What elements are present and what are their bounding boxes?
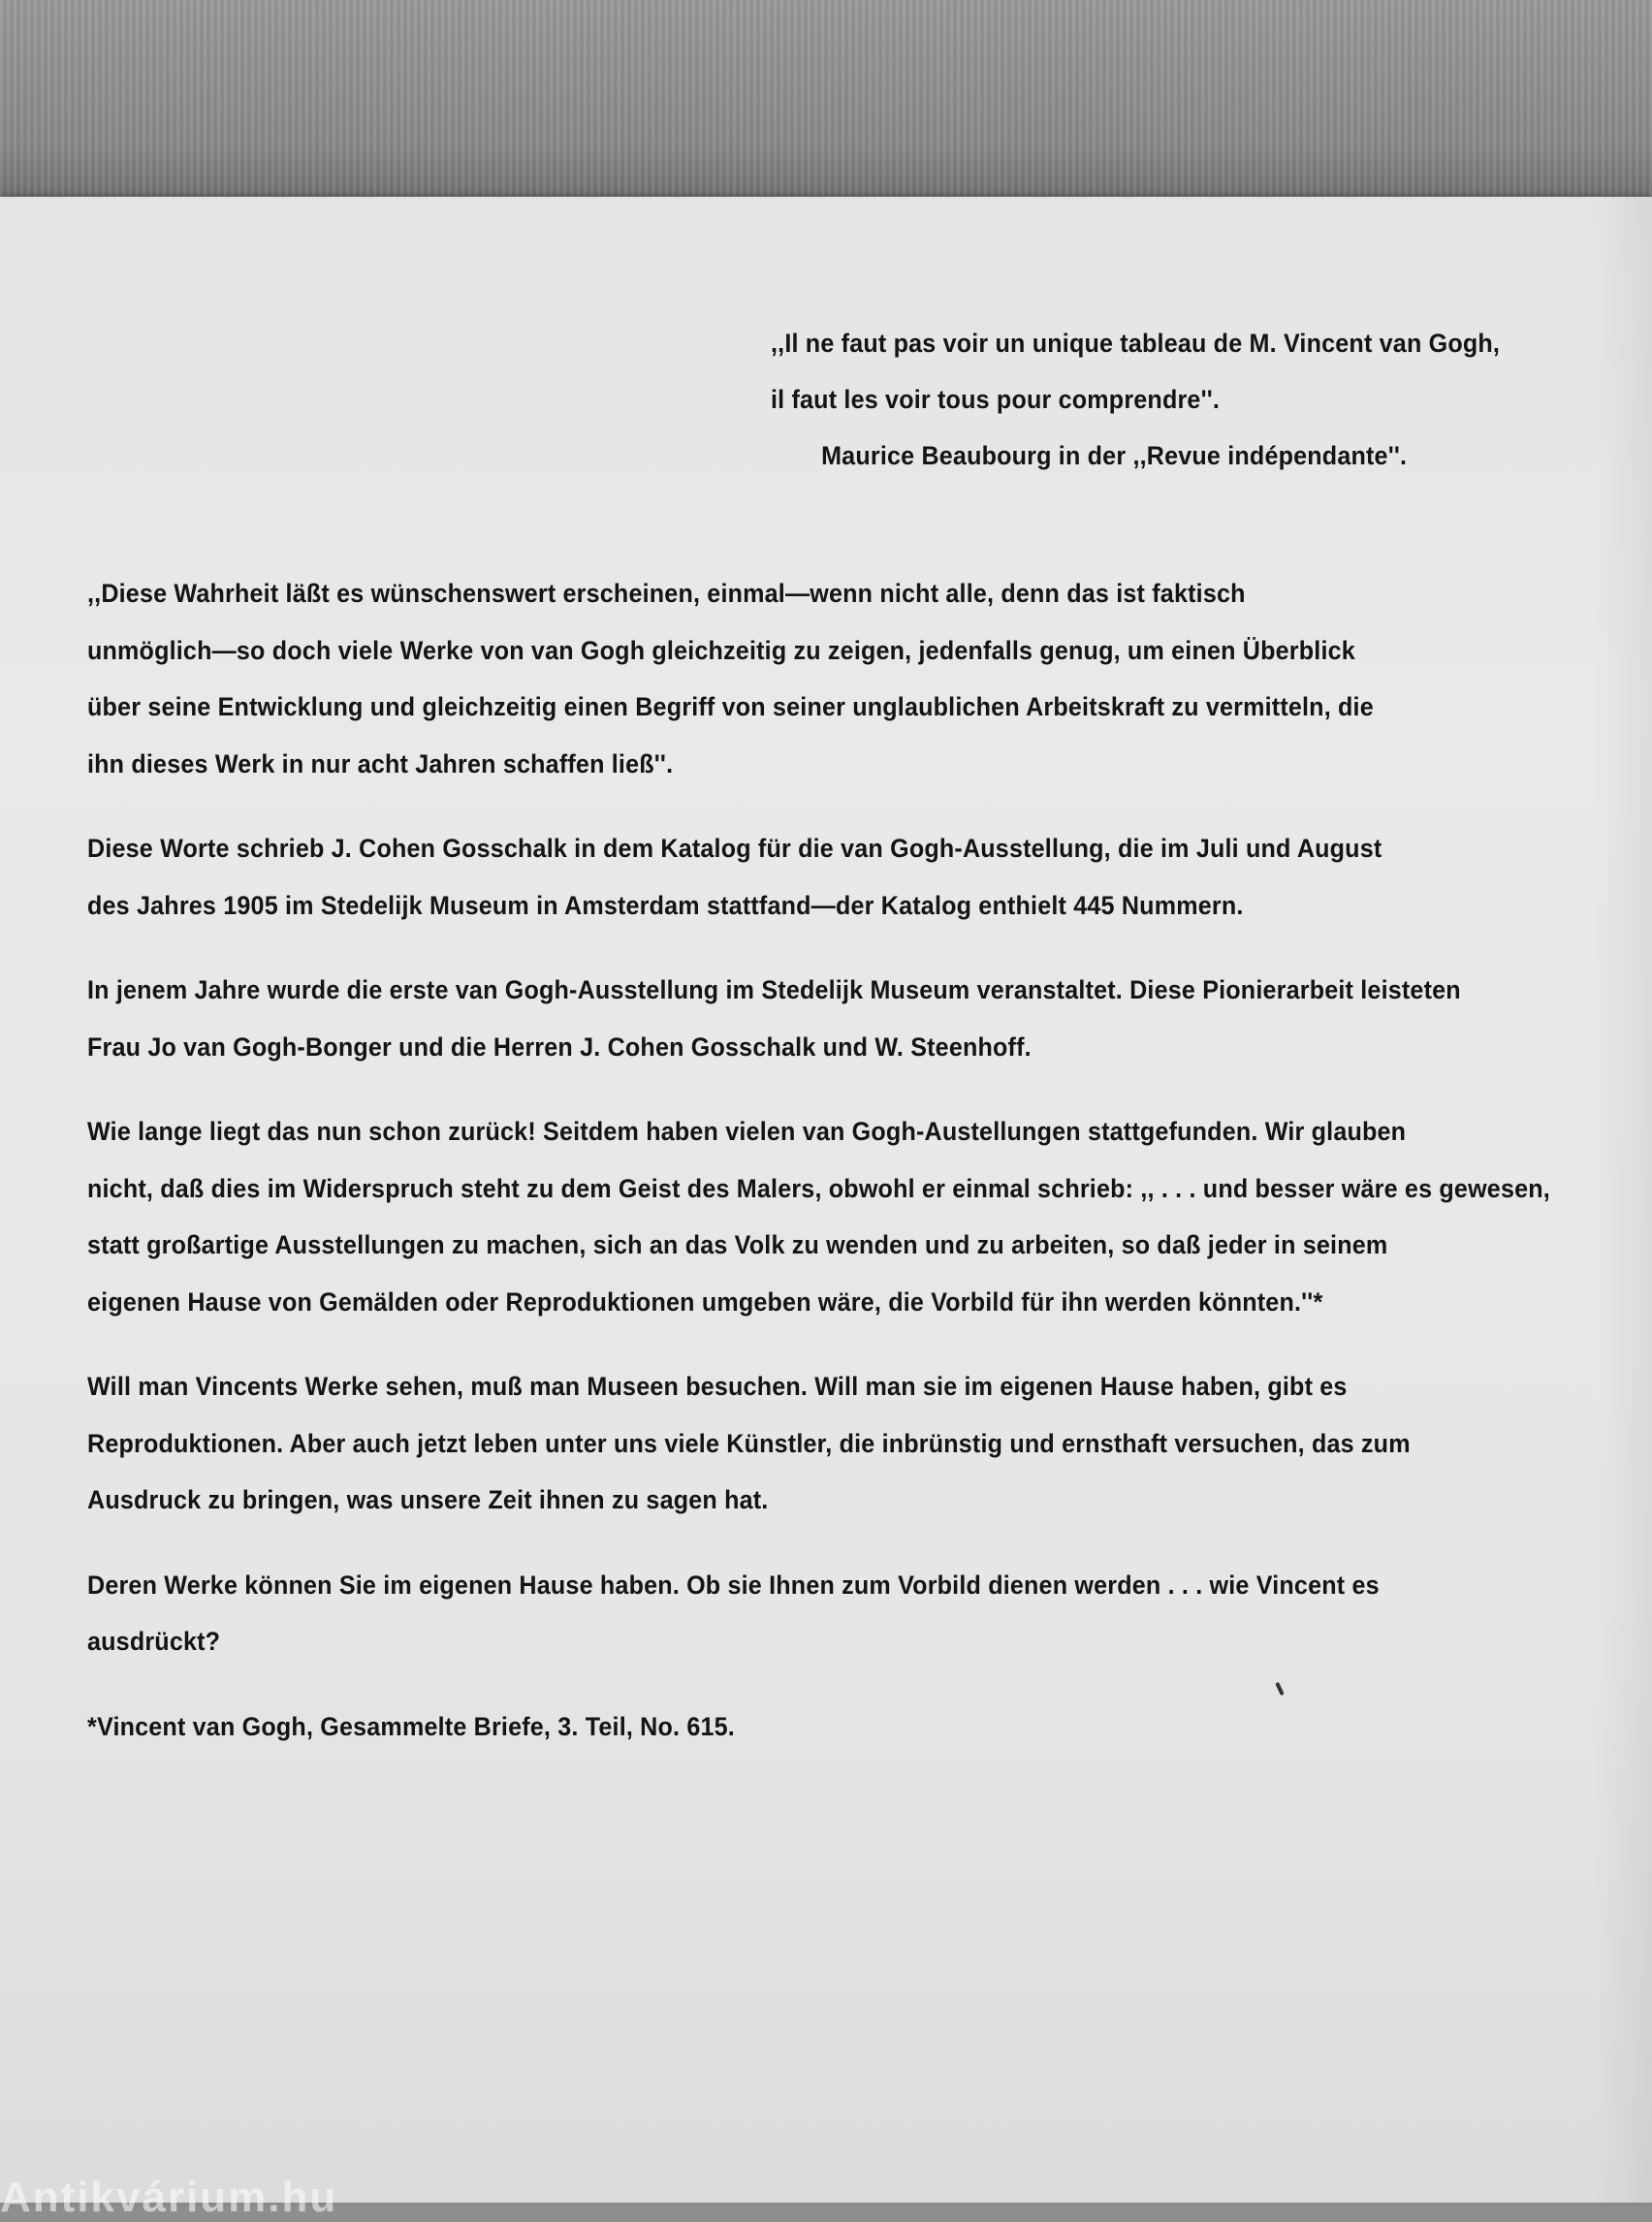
paragraph-closing — [87, 1557, 1548, 1670]
text-line: Ausdruck zu bringen, was unsere Zeit ihnen zu sagen hat. — [87, 1485, 769, 1514]
epigraph-attribution: Maurice Beaubourg in der ,,Revue indépendante''. — [821, 441, 1408, 470]
footnote — [87, 1698, 1548, 1756]
text-line: unmöglich—so doch viele Werke von van Gogh gleichzeitig zu zeigen, jedenfalls genug, um einen Überblick — [87, 635, 1355, 665]
text-line: Wie lange liegt das nun schon zurück! Seitdem haben vielen van Gogh-Austellungen stattgefunden. Wir glauben — [87, 1117, 1407, 1146]
text-line: des Jahres 1905 im Stedelijk Museum in Amsterdam stattfand—der Katalog enthielt 445 Nummern. — [87, 890, 1244, 920]
text-line: eigenen Hause von Gemälden oder Reproduktionen umgeben wäre, die Vorbild für ihn werden könnten.''* — [87, 1286, 1323, 1317]
paragraph-catalog — [87, 820, 1548, 934]
page-shadow-edge — [1594, 197, 1652, 2203]
text-line: In jenem Jahre wurde die erste van Gogh-Ausstellung im Stedelijk Museum veranstaltet. Diese Pionierarbeit leisteten — [87, 975, 1461, 1004]
epigraph-line: ,,Il ne faut pas voir un unique tableau de M. Vincent van Gogh, — [771, 329, 1501, 358]
text-line: ,,Diese Wahrheit läßt es wünschenswert erscheinen, einmal—wenn nicht alle, denn das ist faktisch — [87, 579, 1246, 608]
text-line: über seine Entwicklung und gleichzeitig einen Begriff von seiner unglaublichen Arbeitskraft zu vermitteln, die — [87, 692, 1374, 721]
text-line: Frau Jo van Gogh-Bonger und die Herren J. Cohen Gosschalk und W. Steenhoff. — [87, 1032, 1032, 1062]
text-line: ihn dieses Werk in nur acht Jahren schaffen ließ''. — [87, 748, 674, 778]
text-line: Reproduktionen. Aber auch jetzt leben unter uns viele Künstler, die inbrünstig und ernsthaft versuchen, das zum — [87, 1428, 1411, 1458]
paragraph-first-exhibition — [87, 962, 1548, 1075]
background-surface — [0, 0, 1652, 208]
watermark: Antikvárium.hu — [0, 2174, 338, 2221]
text-line: Deren Werke können Sie im eigenen Hause haben. Ob sie Ihnen zum Vorbild dienen werden . . . wie Vincent es — [87, 1570, 1380, 1600]
paragraph-quote-gosschalk — [87, 565, 1548, 792]
footnote-text: *Vincent van Gogh, Gesammelte Briefe, 3. Teil, No. 615. — [87, 1711, 735, 1741]
epigraph-quote — [771, 315, 1501, 484]
text-line: Diese Worte schrieb J. Cohen Gosschalk in dem Katalog für die van Gogh-Ausstellung, die im Juli und August — [87, 834, 1382, 863]
epigraph-line: il faut les voir tous pour comprendre''. — [771, 385, 1221, 414]
text-line: nicht, daß dies im Widerspruch steht zu dem Geist des Malers, obwohl er einmal schrieb: ,, . . . und besser wäre es gewesen, — [87, 1173, 1550, 1203]
text-line: statt großartige Ausstellungen zu machen, sich an das Volk zu wenden und zu arbeiten, so daß jeder in seinem — [87, 1230, 1388, 1259]
paragraph-exhibitions-since — [87, 1103, 1548, 1330]
paragraph-museums — [87, 1358, 1548, 1529]
body-text — [87, 565, 1548, 1783]
text-line: ausdrückt? — [87, 1627, 221, 1656]
text-line: Will man Vincents Werke sehen, muß man Museen besuchen. Will man sie im eigenen Hause haben, gibt es — [87, 1372, 1348, 1401]
